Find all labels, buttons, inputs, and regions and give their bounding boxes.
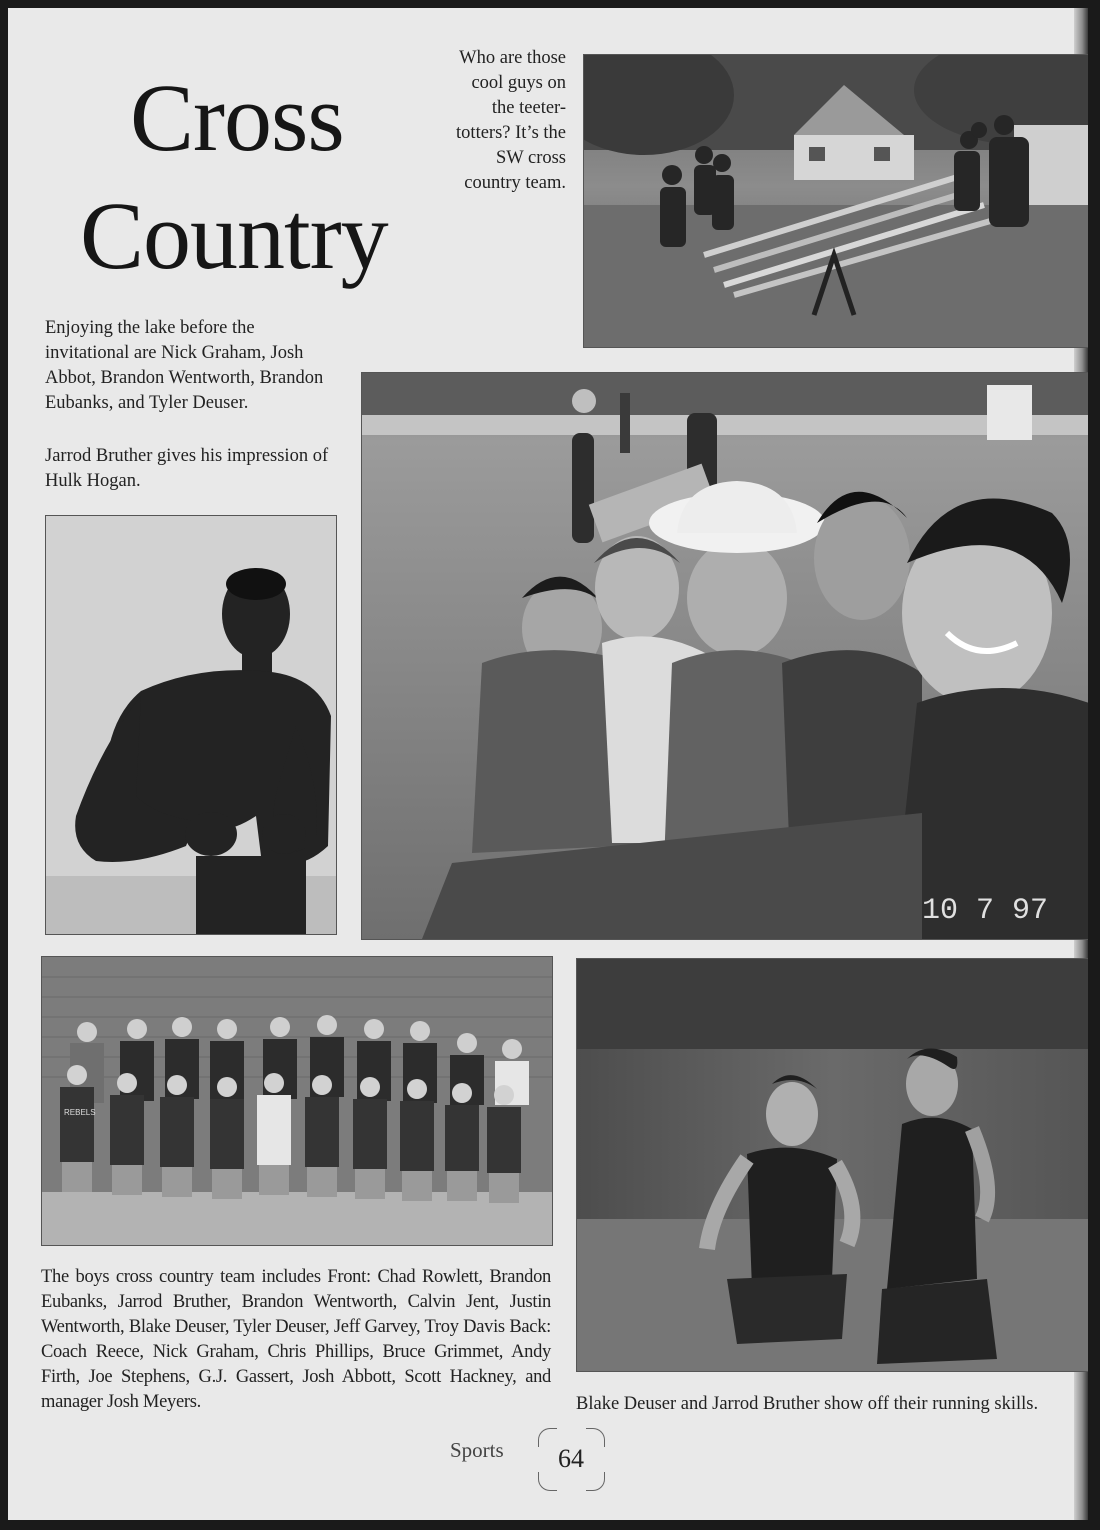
photo-hulk: [45, 515, 337, 935]
photo-date-stamp: 10 7 97: [922, 894, 1049, 928]
caption-running: Blake Deuser and Jarrod Bruther show off their running skills.: [576, 1394, 1039, 1414]
section-label: Sports: [450, 1438, 504, 1462]
page-number-corner-tl: [538, 1428, 557, 1447]
yearbook-page: [8, 8, 1088, 1520]
jersey-text: REBELS: [64, 1108, 96, 1117]
caption-lake: Enjoying the lake before the invitational are Nick Graham, Josh Abbot, Brandon Wentworth, Brandon Eubanks, and Tyler Deuser.: [45, 318, 324, 413]
page-title-line2: Country: [80, 182, 388, 289]
caption-hulk: Jarrod Bruther gives his impression of Hulk Hogan.: [45, 446, 329, 491]
photo-running: [576, 958, 1088, 1372]
page-title-line1: Cross: [130, 64, 344, 171]
photo-team: [41, 956, 553, 1246]
photo-seesaw: [583, 54, 1088, 348]
caption-team: The boys cross country team includes Front: Chad Rowlett, Brandon Eubanks, Jarrod Bruther, Brandon Wentworth, Calvin Jent, Justin Wentworth, Blake Deuser, Tyler Deuser, Jeff Garvey, Troy Davis Back: Coach Reece, Nick Graham, Chris Phillips, Bruce Grimmet, Andy Firth, Joe Stephens, G.J. Gassert, Josh Abbott, Scott Hackney, and manager Josh Meyers.: [41, 1267, 551, 1412]
page-number: 64: [558, 1444, 584, 1473]
photo-lake: [361, 372, 1088, 940]
caption-seesaw: Who are those cool guys on the teeter-totters? It’s the SW cross country team.: [456, 48, 566, 193]
